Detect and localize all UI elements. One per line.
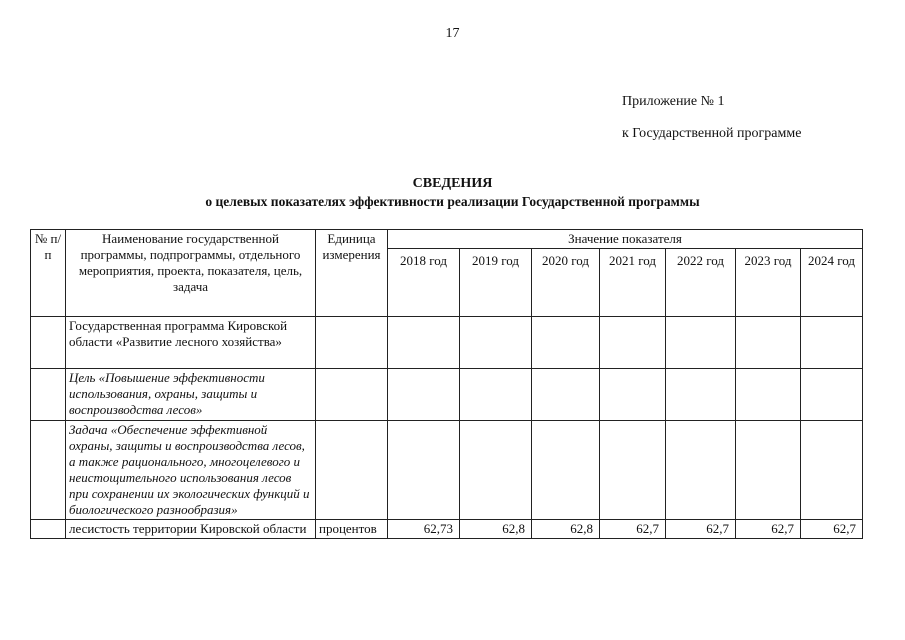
row-name: Цель «Повышение эффективности использования, охраны, защиты и воспроизводства лесов» [66, 369, 316, 421]
row-name: Государственная программа Кировской области «Развитие лесного хозяйства» [66, 317, 316, 369]
row-value [532, 421, 600, 520]
row-value [532, 317, 600, 369]
header-year: 2019 год [460, 249, 532, 317]
row-value [388, 421, 460, 520]
row-value: 62,7 [801, 520, 863, 539]
header-year: 2018 год [388, 249, 460, 317]
header-year: 2020 год [532, 249, 600, 317]
table-row-goal [31, 369, 863, 421]
header-value-group: Значение показателя [388, 230, 863, 249]
row-value [532, 369, 600, 421]
document-title: СВЕДЕНИЯ [412, 176, 493, 191]
table-row-indicator [31, 520, 863, 539]
document-subtitle: о целевых показателях эффективности реализации Государственной программы [205, 194, 700, 209]
row-value: 62,7 [600, 520, 666, 539]
header-year: 2023 год [736, 249, 801, 317]
row-unit [316, 369, 388, 421]
row-value [666, 369, 736, 421]
row-unit: процентов [316, 520, 388, 539]
row-unit [316, 317, 388, 369]
header-year: 2021 год [600, 249, 666, 317]
row-value [460, 369, 532, 421]
row-value [460, 421, 532, 520]
row-unit [316, 421, 388, 520]
page-number: 17 [445, 26, 460, 41]
row-name: Задача «Обеспечение эффективной охраны, защиты и воспроизводства лесов, а также рационального, многоцелевого и неистощительного использования лесов при сохранении их экологических функций и биологического разнообразия» [66, 421, 316, 520]
table-row-task [31, 421, 863, 520]
appendix-reference: к Государственной программе [622, 126, 802, 141]
row-value [600, 421, 666, 520]
table-header-row [31, 230, 863, 249]
indicators-table [30, 229, 863, 539]
appendix-label: Приложение № 1 [622, 94, 725, 109]
row-value [388, 369, 460, 421]
row-value [736, 369, 801, 421]
row-value [801, 317, 863, 369]
row-value: 62,7 [666, 520, 736, 539]
row-value [736, 421, 801, 520]
row-value [801, 369, 863, 421]
table-row-program [31, 317, 863, 369]
row-value: 62,8 [460, 520, 532, 539]
header-unit: Единица измерения [316, 230, 388, 317]
header-year: 2024 год [801, 249, 863, 317]
header-num: № п/п [31, 230, 66, 317]
header-name: Наименование государственной программы, подпрограммы, отдельного мероприятия, проекта, показателя, цель, задача [66, 230, 316, 317]
row-name: лесистость территории Кировской области [66, 520, 316, 539]
row-num [31, 421, 66, 520]
row-num [31, 317, 66, 369]
row-value [736, 317, 801, 369]
row-value [666, 317, 736, 369]
row-value [388, 317, 460, 369]
row-value: 62,8 [532, 520, 600, 539]
row-value [460, 317, 532, 369]
row-value [801, 421, 863, 520]
row-num [31, 520, 66, 539]
row-value [600, 369, 666, 421]
row-value [666, 421, 736, 520]
row-value: 62,73 [388, 520, 460, 539]
header-year: 2022 год [666, 249, 736, 317]
row-num [31, 369, 66, 421]
row-value: 62,7 [736, 520, 801, 539]
row-value [600, 317, 666, 369]
